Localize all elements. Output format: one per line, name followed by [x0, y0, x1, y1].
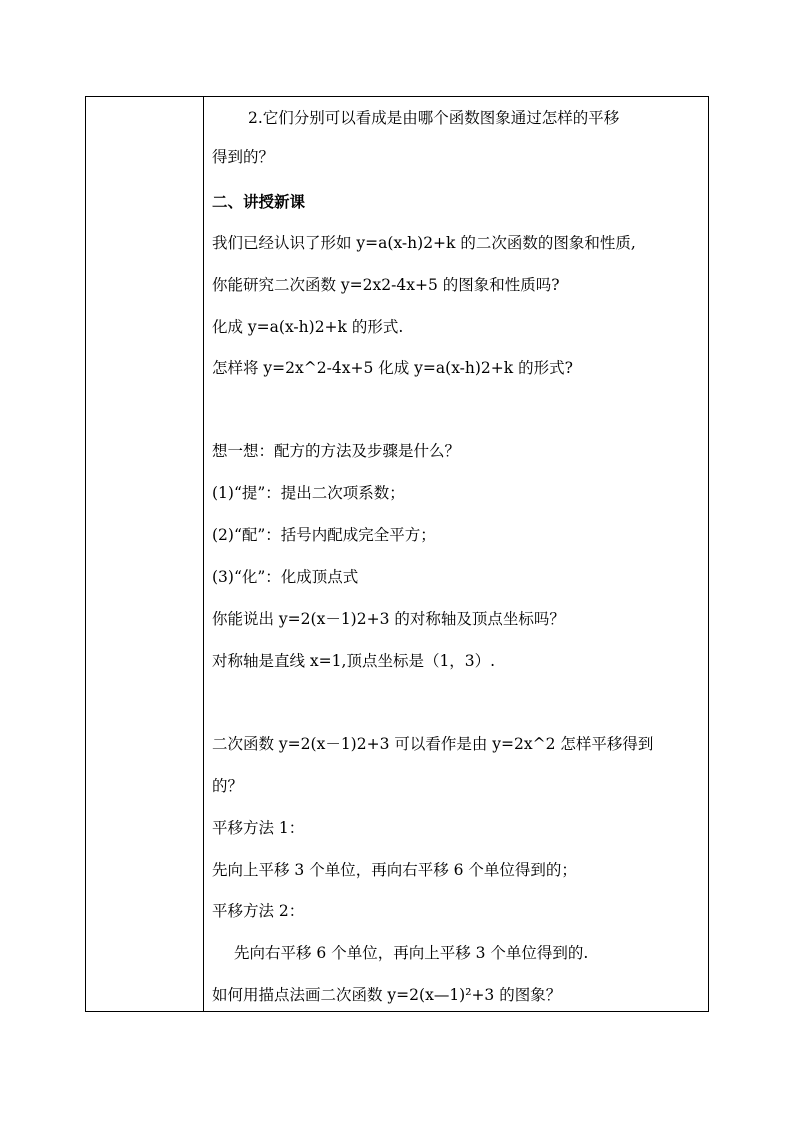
text-line-4: 我们已经认识了形如 y=a(x-h)2+k 的二次函数的图象和性质, [212, 234, 636, 252]
text-line-10: (2)“配”：括号内配成完全平方； [212, 526, 436, 544]
text-line-20: 如何用描点法画二次函数 y=2(x—1)²+3 的图象？ [212, 986, 562, 1004]
column-divider [203, 97, 204, 1011]
section-heading: 二、讲授新课 [212, 192, 306, 211]
text-line-14: 二次函数 y=2(x－1)2+3 可以看作是由 y=2x^2 怎样平移得到 [212, 735, 654, 753]
text-line-8: 想一想：配方的方法及步骤是什么？ [212, 442, 461, 460]
text-line-19: 先向右平移 6 个单位，再向上平移 3 个单位得到的. [234, 944, 589, 962]
text-line-11: (3)“化”：化成顶点式 [212, 568, 359, 586]
text-line-15: 的？ [212, 777, 244, 795]
text-line-5: 你能研究二次函数 y=2x2-4x+5 的图象和性质吗? [212, 276, 560, 294]
text-line-6: 化成 y=a(x-h)2+k 的形式. [212, 318, 404, 336]
text-line-16: 平移方法 1： [212, 819, 305, 837]
text-line-18: 平移方法 2： [212, 902, 305, 920]
text-line-1: 2.它们分别可以看成是由哪个函数图象通过怎样的平移 [248, 109, 620, 127]
text-line-13: 对称轴是直线 x=1,顶点坐标是（1，3）. [212, 652, 496, 670]
text-line-12: 你能说出 y=2(x－1)2+3 的对称轴及顶点坐标吗？ [212, 610, 565, 628]
text-line-17: 先向上平移 3 个单位，再向右平移 6 个单位得到的； [212, 861, 577, 879]
text-line-7: 怎样将 y=2x^2-4x+5 化成 y=a(x-h)2+k 的形式? [212, 359, 573, 377]
text-line-2: 得到的？ [212, 148, 275, 166]
lesson-table [85, 96, 709, 1012]
text-line-9: (1)“提”：提出二次项系数； [212, 484, 405, 502]
